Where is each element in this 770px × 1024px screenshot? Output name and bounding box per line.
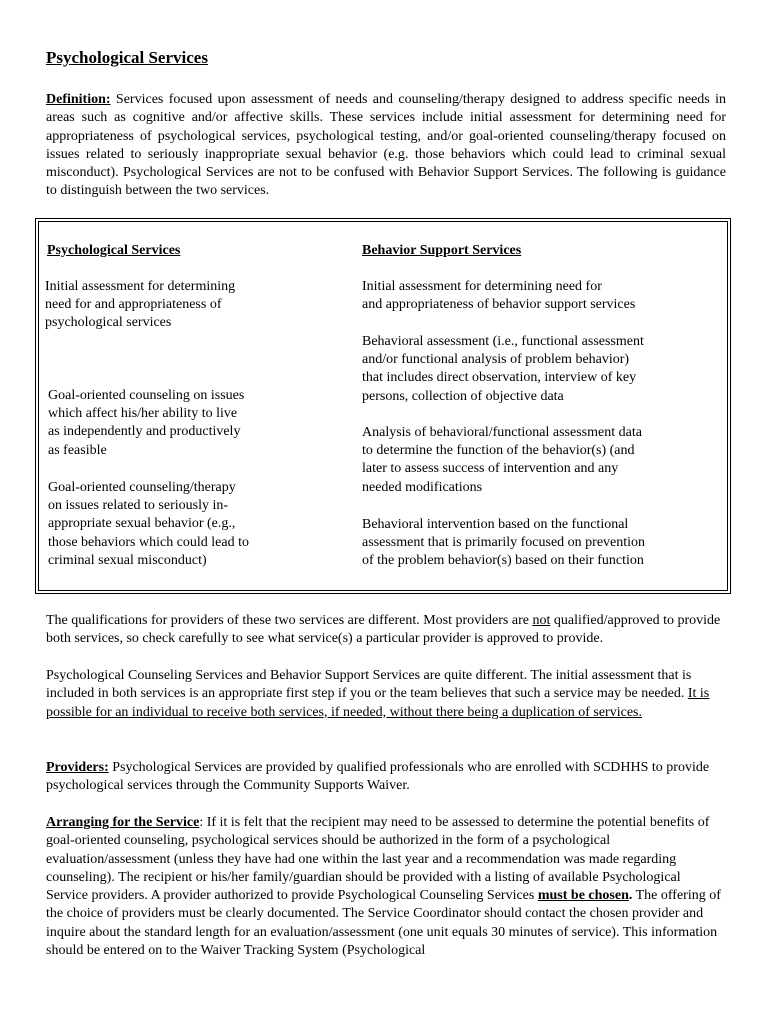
psych-item-sexual-behavior-therapy: Goal-oriented counseling/therapy on issues related to seriously in- appropriate sexual behavior (e.g., those behaviors which could lead to criminal sexual misconduct) (48, 480, 250, 568)
bss-item-initial-assessment: Initial assessment for determining need for and appropriateness of behavior support services (362, 279, 636, 313)
definition-text: Services focused upon assessment of needs and counseling/therapy designed to address specific needs in areas such as cognitive and/or affective skills. These services include initial assessment for determining need for appropriateness of psychological services, psychological testing, and/or goal-oriented counseling/therapy focused on issues related to seriously inappropriate sexual behavior (e.g. those behaviors which could lead to criminal sexual misconduct). Psychological Services are not to be confused with Behavior Support Services. The following is guidance to distinguish between the two services. (46, 92, 726, 199)
counseling-vs-bss-paragraph (46, 667, 726, 722)
definition-label: Definition: (46, 92, 111, 107)
psychological-services-heading: Psychological Services (47, 243, 181, 258)
psych-item-goal-oriented-counseling: Goal-oriented counseling on issues which affect his/her ability to live as independently and productively as feasible (48, 388, 245, 458)
bss-item-analysis: Analysis of behavioral/functional assessment data to determine the function of the behavior(s) (and later to assess success of intervention and any needed modifications (362, 425, 642, 495)
qualifications-text-before: The qualifications for providers of these two services are different. Most providers are (46, 613, 533, 628)
arranging-label: Arranging for the Service (46, 815, 200, 830)
bss-item-behavioral-intervention: Behavioral intervention based on the functional assessment that is primarily focused on prevention of the problem behavior(s) based on their function (362, 517, 646, 569)
arranging-text-1: : If it is felt that the recipient may need to be assessed to determine the potential benefits of goal-oriented counseling, psychological services should be authorized in the form of a psychological evaluation/assessment (unless they have had one within the last year and a recommendation was made regarding counseling). The recipient or his/her family/guardian should be provided with a listing of available Psychological Service providers. A provider authorized to provide Psychological Counseling Services (46, 815, 710, 904)
arranging-text-2: The offering of the choice of providers must be clearly documented. The Service Coordinator should contact the chosen provider and inquire about the standard length for an evaluation/assessment (one unit equals 30 minutes of service). This information should be entered on to the Waiver Tracking System (Psychological (46, 888, 721, 959)
qualifications-text-after: qualified/approved to provide both services, so check carefully to see what service(s) a particular provider is approved to provide. (46, 613, 721, 647)
counseling-underlined-text: It is possible for an individual to receive both services, if needed, without there being a duplication of services. (46, 686, 710, 720)
bss-item-behavioral-assessment: Behavioral assessment (i.e., functional assessment and/or functional analysis of problem behavior) that includes direct observation, interview of key persons, collection of objective data (362, 334, 644, 404)
providers-paragraph (46, 759, 726, 796)
arranging-period: . (628, 888, 633, 904)
providers-label: Providers: (46, 760, 109, 775)
arranging-must-be-chosen: must be chosen (537, 888, 629, 904)
arranging-paragraph (46, 814, 726, 960)
behavior-support-services-heading: Behavior Support Services (362, 243, 522, 258)
qualifications-paragraph (46, 612, 726, 649)
psych-item-initial-assessment: Initial assessment for determining need for and appropriateness of psychological services (45, 279, 236, 331)
qualifications-not: not (532, 613, 551, 628)
page-title: Psychological Services (46, 48, 208, 67)
counseling-text: Psychological Counseling Services and Behavior Support Services are quite different. The initial assessment that is included in both services is an appropriate first step if you or the team believes that such a service may be needed. (46, 668, 692, 702)
providers-text: Psychological Services are provided by qualified professionals who are enrolled with SCDHHS to provide psychological services through the Community Supports Waiver. (46, 760, 710, 794)
definition-paragraph (46, 91, 726, 201)
